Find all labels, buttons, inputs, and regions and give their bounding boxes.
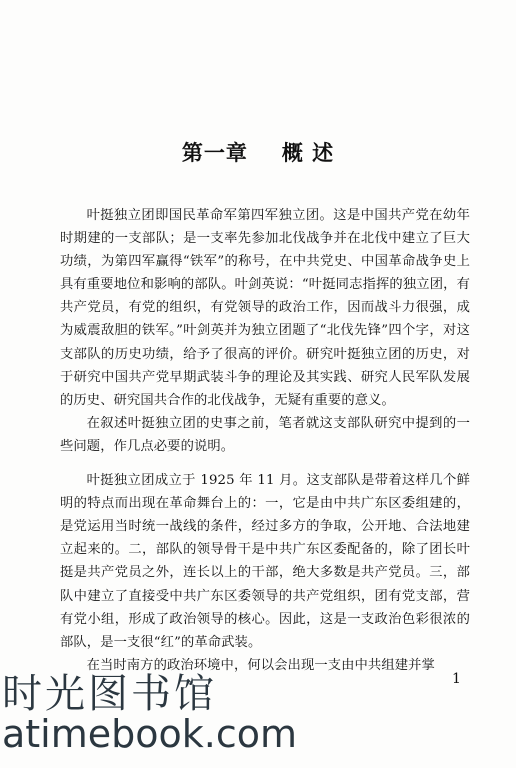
paragraph-3: 叶挺独立团成立于 1925 年 11 月。这支部队是带着这样几个鲜明的特点而出现在革命舞台上的：一，它是由中共广东区委组建的，是党运用当时统一战线的条件，经过多方的争取，公开地、合法地建立起来的。二，部队的领导骨干是中共广东区委配备的，除了团长叶挺是共产党员之外，连长以上的干部，绝大多数是共产党员。三，部队中建立了直接受中共广东区委领导的共产党组织，团有党支部，营有党小组，形成了政治领导的核心。因此，这是一支政治色彩很浓的 部队，是一支很“红”的革命武装。 xyxy=(60,473,470,650)
page-number: 1 xyxy=(452,671,461,687)
paragraph-4: 在当时南方的政治环境中，何以会出现一支由中共组建并掌 xyxy=(86,657,435,673)
paragraph-2: 在叙述叶挺独立团的史事之前，笔者就这支部队研究中提到的一些问题，作几点必要的说明。 xyxy=(60,415,470,454)
body-text xyxy=(60,204,470,677)
chapter-heading xyxy=(0,137,516,167)
watermark xyxy=(0,662,516,768)
chapter-title-text: 概 述 xyxy=(281,141,335,165)
watermark-site-name: 时光图书馆 xyxy=(2,671,217,717)
paragraph-1: 叶挺独立团即国民革命军第四军独立团。这是中国共产党在幼年时期建的一支部队；是一支率先参加北伐战争并在北伐中建立了巨大功绩，为第四军赢得“铁军”的称号，在中共党史、中国革命战争史上具有重要地位和影响的部队。叶剑英说：“叶挺同志指挥的独立团，有共产党员，有党的组织，有党领导的政治工作，因而战斗力很强，成为威震敌胆的铁军。”叶剑英并为独立团题了“北伐先锋”四个字，对这支部队的历史功绩，给予了很高的评价。研究叶挺独立团的历史，对于研究中国共产党早期武装斗争的理论及其实践、研究人民军队发展的历史、研究国共合作的北伐战争，无疑有重要的意义。 xyxy=(60,208,470,408)
watermark-site-url: atimebook.com xyxy=(2,712,298,756)
chapter-number: 第一章 xyxy=(181,141,248,165)
